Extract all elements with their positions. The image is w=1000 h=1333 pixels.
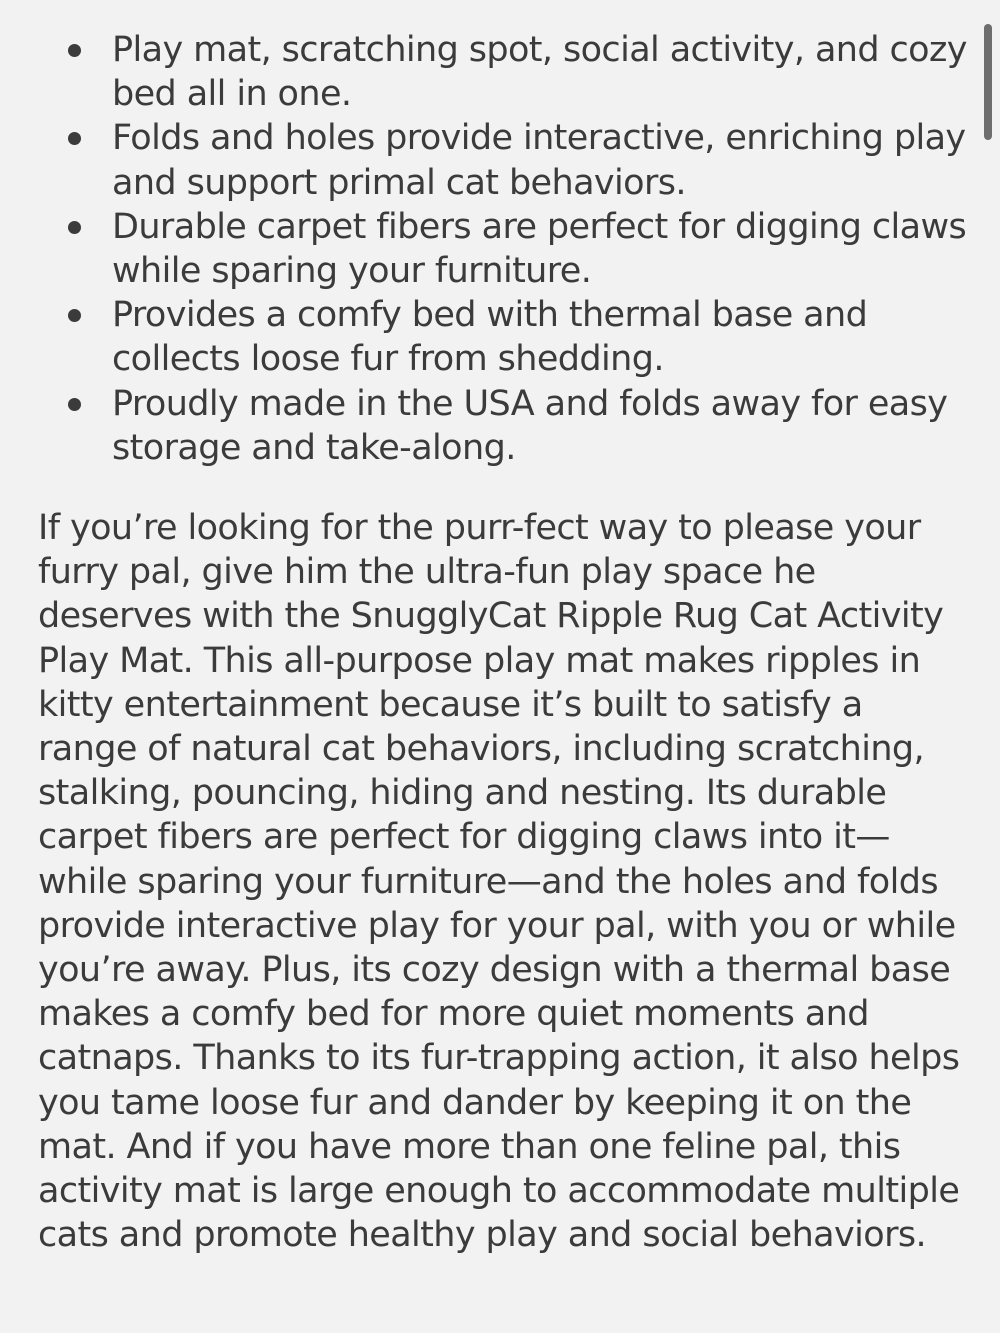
feature-item [112, 205, 970, 293]
bullet-icon [68, 398, 81, 411]
bullet-icon [68, 44, 81, 57]
feature-text: Play mat, scratching spot, social activity, and cozy bed all in one. [112, 30, 967, 115]
feature-item [112, 382, 970, 470]
scrollbar-thumb[interactable] [984, 24, 992, 140]
feature-text: Proudly made in the USA and folds away for easy storage and take-along. [112, 383, 948, 468]
description-paragraph: If you’re looking for the purr-fect way to please your furry pal, give him the ultra-fun play space he deserves with the SnugglyCat Ripple Rug Cat Activity Play Mat. This all-purpose play mat makes ripples in kitty entertainment because it’s built to satisfy a range of natural cat behaviors, including scratching, stalking, pouncing, hiding and nesting. Its durable carpet fibers are perfect for digging claws into it—while sparing your furniture—and the holes and folds provide interactive play for your pal, with you or while you’re away. Plus, its cozy design with a thermal base makes a comfy bed for more quiet moments and catnaps. Thanks to its fur-trapping action, it also helps you tame loose fur and dander by keeping it on the mat. And if you have more than one feline pal, this activity mat is large enough to accommodate multiple cats and promote healthy play and social behaviors. [38, 508, 960, 1256]
feature-item [112, 116, 970, 204]
bullet-icon [68, 309, 81, 322]
feature-text: Provides a comfy bed with thermal base and collects loose fur from shedding. [112, 295, 868, 380]
bullet-icon [68, 221, 81, 234]
feature-text: Durable carpet fibers are perfect for digging claws while sparing your furniture. [112, 206, 967, 292]
feature-item [112, 28, 970, 116]
feature-list [38, 28, 970, 470]
feature-item [112, 293, 970, 381]
feature-text: Folds and holes provide interactive, enriching play and support primal cat behaviors. [112, 118, 966, 203]
bullet-icon [68, 132, 81, 145]
product-description-content [38, 28, 970, 1257]
